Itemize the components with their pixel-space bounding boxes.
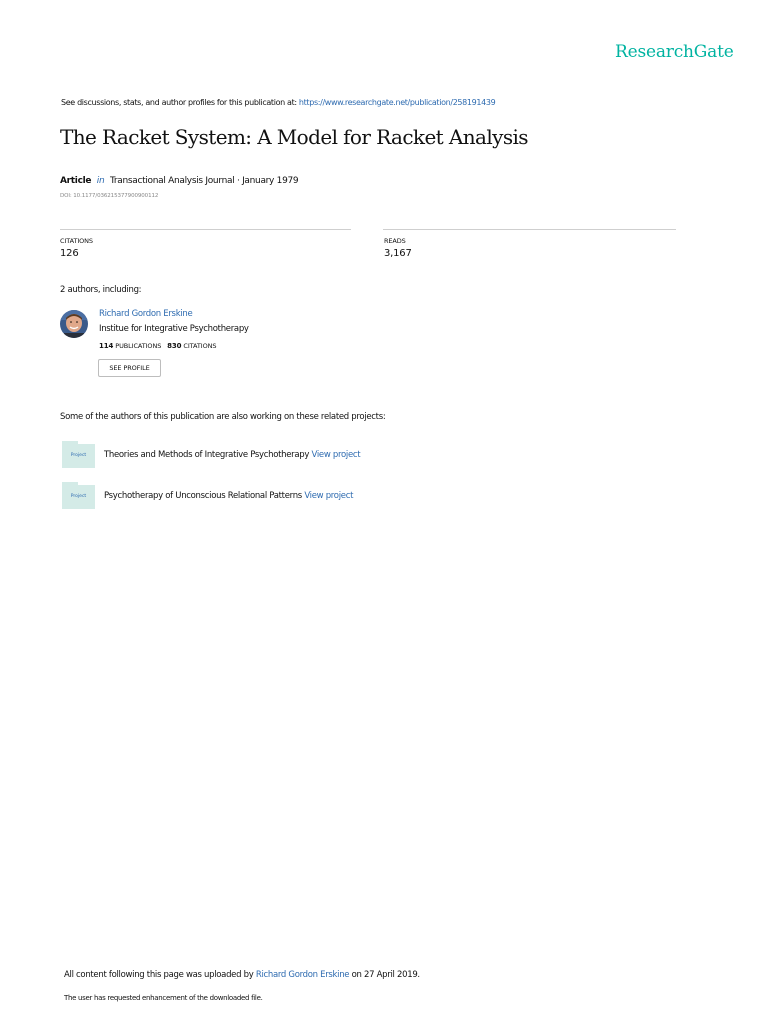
author-publications-count: 114 <box>99 342 114 350</box>
folder-tab-icon <box>62 441 78 445</box>
author-citations-label: CITATIONS <box>183 342 217 350</box>
project-thumbnail[interactable] <box>62 485 95 509</box>
author-stats <box>99 342 216 350</box>
publication-link[interactable]: https://www.researchgate.net/publication/258191439 <box>298 98 496 107</box>
project-tag: Project <box>70 453 87 458</box>
project-title: Theories and Methods of Integrative Psychotherapy <box>104 450 310 460</box>
citations-label: CITATIONS <box>60 237 93 245</box>
discussion-line <box>61 98 495 107</box>
doi: DOI: 10.1177/036215377900900112 <box>60 193 159 199</box>
article-in-word: in <box>96 176 105 186</box>
discussion-prefix: See discussions, stats, and author profiles for this publication at: <box>61 98 297 107</box>
project-tag: Project <box>70 494 87 499</box>
researchgate-logo[interactable]: ResearchGate <box>615 42 734 62</box>
reads-value: 3,167 <box>384 248 412 259</box>
avatar[interactable] <box>60 310 88 338</box>
project-title: Psychotherapy of Unconscious Relational Patterns <box>104 491 302 501</box>
projects-heading: Some of the authors of this publication are also working on these related projects: <box>60 412 386 422</box>
reads-label: READS <box>384 237 406 245</box>
author-citations-count: 830 <box>167 342 182 350</box>
reads-divider <box>383 229 676 230</box>
upload-line <box>64 970 420 980</box>
author-institution: Institue for Integrative Psychotherapy <box>99 324 249 334</box>
folder-tab-icon <box>62 482 78 486</box>
upload-prefix: All content following this page was uploaded by <box>64 970 254 980</box>
citations-value: 126 <box>60 248 79 259</box>
view-project-link[interactable]: View project <box>311 450 361 460</box>
uploader-link[interactable]: Richard Gordon Erskine <box>255 970 350 980</box>
see-profile-button[interactable]: SEE PROFILE <box>98 359 161 377</box>
journal-date: Transactional Analysis Journal · January 1979 <box>109 176 299 186</box>
citations-divider <box>60 229 351 230</box>
authors-heading: 2 authors, including: <box>60 285 142 295</box>
author-photo-icon <box>60 310 88 338</box>
project-item <box>104 491 353 501</box>
view-project-link[interactable]: View project <box>304 491 354 501</box>
article-kind: Article <box>60 176 92 186</box>
enhancement-note: The user has requested enhancement of the downloaded file. <box>64 994 263 1002</box>
article-meta <box>60 176 298 186</box>
upload-suffix: on 27 April 2019. <box>351 970 420 980</box>
project-item <box>104 450 360 460</box>
author-publications-label: PUBLICATIONS <box>115 342 162 350</box>
page-title: The Racket System: A Model for Racket Analysis <box>60 125 528 149</box>
author-name-link[interactable]: Richard Gordon Erskine <box>99 309 193 319</box>
project-thumbnail[interactable] <box>62 444 95 468</box>
